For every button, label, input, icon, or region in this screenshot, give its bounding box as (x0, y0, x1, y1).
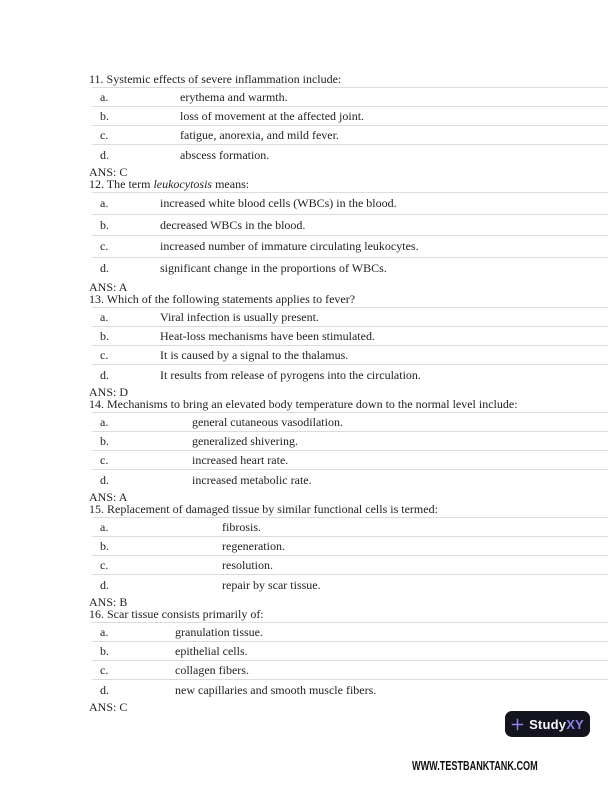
question-text: 15. Replacement of damaged tissue by similar functional cells is termed: (89, 502, 438, 516)
option-letter: d. (100, 577, 109, 592)
option-text: resolution. (222, 558, 273, 572)
option-row (92, 346, 608, 365)
question-block (0, 398, 612, 505)
option-letter: c. (100, 558, 109, 572)
logo-name (529, 717, 584, 732)
option-letter: c. (100, 128, 109, 142)
option-row (92, 680, 608, 699)
question-block (0, 503, 612, 610)
plus-icon (511, 718, 524, 731)
option-row (92, 193, 608, 215)
option-row (92, 413, 608, 432)
answer-label: ANS: (89, 595, 117, 609)
option-text: generalized shivering. (192, 434, 298, 448)
option-letter: c. (100, 453, 109, 467)
option-text: increased white blood cells (WBCs) in the blood. (160, 196, 397, 211)
answer-label: ANS: (89, 280, 117, 294)
option-row (92, 126, 608, 145)
option-text: general cutaneous vasodilation. (192, 415, 343, 429)
logo-name-primary: Study (529, 716, 567, 732)
option-letter: d. (100, 261, 109, 276)
option-letter: b. (100, 644, 109, 658)
option-letter: a. (100, 415, 109, 429)
options-table (92, 192, 608, 279)
option-row (92, 470, 608, 489)
option-text: It is caused by a signal to the thalamus. (160, 348, 349, 362)
option-text: fibrosis. (222, 520, 261, 534)
option-row (92, 107, 608, 126)
option-letter: c. (100, 348, 109, 362)
options-table (92, 622, 608, 699)
option-letter: c. (100, 239, 109, 254)
option-letter: a. (100, 310, 109, 324)
option-row (92, 451, 608, 470)
answer-label: ANS: (89, 700, 117, 714)
option-letter: a. (100, 196, 109, 211)
option-letter: a. (100, 90, 109, 104)
option-letter: a. (100, 520, 109, 534)
option-row (92, 236, 608, 258)
answer-label: ANS: (89, 490, 117, 504)
answer-value: A (118, 280, 128, 294)
option-letter: b. (100, 109, 109, 123)
option-letter: c. (100, 663, 109, 677)
option-text: abscess formation. (180, 147, 270, 162)
answer-value: D (119, 385, 129, 399)
option-text: collagen fibers. (175, 663, 249, 677)
option-row (92, 327, 608, 346)
option-text: new capillaries and smooth muscle fibers. (175, 682, 377, 697)
question-text: 14. Mechanisms to bring an elevated body temperature down to the normal level include: (89, 397, 518, 411)
studyxy-logo (505, 711, 590, 737)
option-row (92, 537, 608, 556)
question-text: 16. Scar tissue consists primarily of: (89, 607, 264, 621)
option-row (92, 365, 608, 384)
option-text: epithelial cells. (175, 644, 248, 658)
option-text: fatigue, anorexia, and mild fever. (180, 128, 339, 142)
answer-label: ANS: (89, 385, 117, 399)
website-url: WWW.TESTBANKTANK.COM (412, 758, 538, 773)
option-row (92, 215, 608, 237)
options-table (92, 517, 608, 594)
option-text: loss of movement at the affected joint. (180, 109, 365, 123)
option-row (92, 145, 608, 164)
option-row (92, 623, 608, 642)
option-row (92, 518, 608, 537)
question-text: 11. Systemic effects of severe inflammation include: (89, 72, 342, 86)
option-letter: b. (100, 329, 109, 343)
question-block (0, 293, 612, 400)
option-letter: d. (100, 147, 109, 162)
option-row (92, 258, 608, 280)
answer-value: A (118, 490, 128, 504)
answer-value: C (119, 700, 128, 714)
option-text: Viral infection is usually present. (160, 310, 319, 324)
question-block (0, 178, 612, 295)
option-letter: b. (100, 434, 109, 448)
question-text: 12. The term leukocytosis means: (89, 177, 250, 191)
question-text: 13. Which of the following statements applies to fever? (89, 292, 356, 306)
option-row (92, 308, 608, 327)
option-row (92, 556, 608, 575)
option-text: decreased WBCs in the blood. (160, 217, 306, 232)
answer-value: B (119, 595, 128, 609)
answer-label: ANS: (89, 165, 117, 179)
option-row (92, 661, 608, 680)
options-table (92, 307, 608, 384)
option-text: Heat-loss mechanisms have been stimulated. (160, 329, 375, 343)
option-text: increased number of immature circulating leukocytes. (160, 239, 419, 254)
option-letter: b. (100, 539, 109, 553)
question-block (0, 73, 612, 180)
option-letter: d. (100, 472, 109, 487)
options-table (92, 87, 608, 164)
question-block (0, 608, 612, 715)
option-letter: d. (100, 367, 109, 382)
option-letter: a. (100, 625, 109, 639)
option-text: regeneration. (222, 539, 285, 553)
answer-value: C (119, 165, 128, 179)
option-row (92, 432, 608, 451)
option-text: granulation tissue. (175, 625, 263, 639)
option-row (92, 88, 608, 107)
option-text: erythema and warmth. (180, 90, 288, 104)
logo-name-accent: XY (566, 716, 584, 732)
option-text: significant change in the proportions of WBCs. (160, 261, 387, 276)
option-text: repair by scar tissue. (222, 577, 321, 592)
option-letter: d. (100, 682, 109, 697)
option-row (92, 642, 608, 661)
option-text: increased metabolic rate. (192, 472, 312, 487)
options-table (92, 412, 608, 489)
option-row (92, 575, 608, 594)
option-text: It results from release of pyrogens into the circulation. (160, 367, 421, 382)
option-text: increased heart rate. (192, 453, 289, 467)
option-letter: b. (100, 217, 109, 232)
